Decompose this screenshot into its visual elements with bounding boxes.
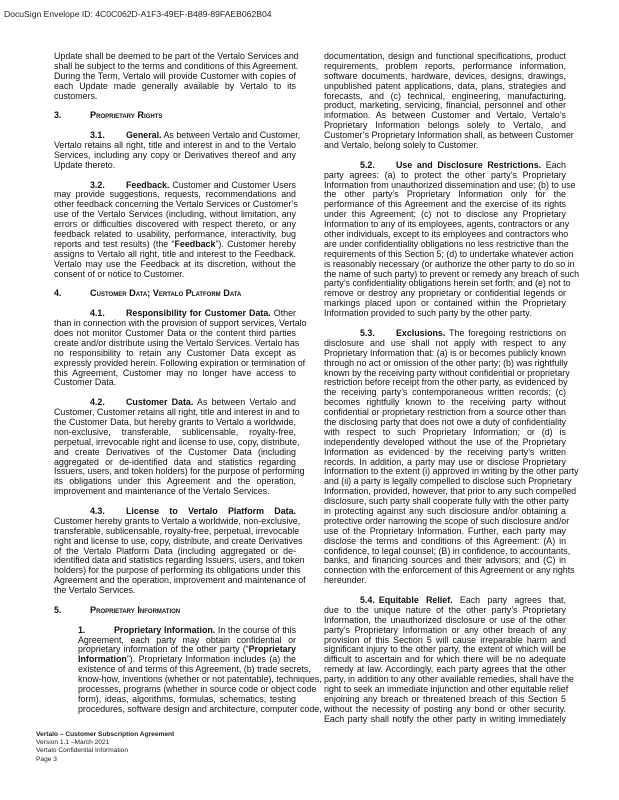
text-run: identified data and statistics regarding Issuers, users, and token: [54, 555, 305, 566]
text-run: are under confidentiality obligations no less restrictive than the: [324, 238, 569, 249]
paragraph: [54, 130, 301, 171]
text-run: transferable, sublicensable, royalty-free, perpetual, irrevocable: [54, 525, 300, 536]
text-run: Each party shall notify the other party in writing immediately: [324, 713, 566, 724]
text-run: assigns to Vertalo all right, title and interest to the Feedback.: [54, 248, 296, 259]
text-run: During the Term, Vertalo will provide Customer with copies of: [54, 70, 296, 81]
docusign-envelope-id: DocuSign Envelope ID: 4C0C062D-A1F3-49EF-B489-89FAEB062B04: [4, 9, 272, 19]
text-run: non-exclusive, transferable, sublicensable, royalty-free,: [54, 426, 296, 437]
text-line: [324, 576, 566, 586]
text-run: confidence, to legal counsel; (B) in confidence, to accountants,: [324, 545, 571, 556]
text-run: provision of this Section 5 will cause irreparable harm and: [324, 634, 566, 645]
text-run: shall be subject to the terms and conditions of this Agreement.: [54, 60, 299, 71]
text-run: use of the Proprietary Information. Further, each party may: [324, 525, 566, 536]
section-title: Customer Data; Vertalo Platform Data: [90, 288, 242, 299]
paragraph: [54, 181, 296, 280]
text-line: [54, 161, 296, 171]
clause-number: 4.3.: [90, 505, 105, 516]
text-run: of the Vertalo Platform Data (including aggregated or de-: [54, 545, 296, 556]
text-run: Each party agrees that,: [452, 594, 566, 605]
clause-title: Proprietary Information.: [114, 624, 216, 635]
text-run: party agrees: (a) to protect the other party’s Proprietary: [324, 169, 566, 180]
text-run: in protecting against any such disclosure and/or obtaining a: [324, 505, 566, 516]
text-run: party’s Proprietary Information or any other breach of any: [324, 624, 566, 635]
text-run: Customer Data.: [54, 377, 117, 388]
text-run: Information provided to such party by the other party.: [324, 308, 532, 319]
text-run: use of the Vertalo Services (including, without limitation, any: [54, 209, 296, 220]
text-run: feedback related to usability, performance, interactivity, bug: [54, 229, 296, 240]
clause-title: Feedback.: [126, 179, 170, 190]
text-run: may provide suggestions, requests, recommendations and: [54, 189, 296, 200]
text-run: proprietary information of the other party (“: [78, 644, 249, 655]
text-run: perpetual, irrevocable right and license to use, copy, distribute,: [54, 436, 300, 447]
text-run: create and/or distribute using the Vertalo Services. Vertalo has: [54, 337, 300, 348]
text-run: restriction before receipt from the other party, as evidenced by: [324, 377, 568, 388]
text-run: Services, including any copy or Derivatives thereof and any: [54, 149, 296, 160]
text-run: Customer hereby grants to Vertalo a worldwide, non-exclusive,: [54, 515, 301, 526]
text-run: ”). Proprietary Information includes (a) the: [126, 654, 296, 665]
section-number: 4.: [54, 288, 62, 299]
clause-number: 1.: [78, 624, 86, 635]
paragraph: [54, 51, 299, 101]
clause-title: Customer Data.: [126, 397, 194, 408]
text-run: banks, and financing sources and their advisors; and (C) in: [324, 555, 566, 566]
text-run: under this Agreement; (c) not to disclose any Proprietary: [324, 209, 566, 220]
text-run: does not monitor Customer Data or the content third parties: [54, 327, 296, 338]
text-run: Agreement and the operation, improvement and maintenance of: [54, 575, 306, 586]
text-run: disclose the terms and conditions of this Agreement: (A) in: [324, 535, 566, 546]
text-run: performance of this Agreement and the exercise of its rights: [324, 199, 566, 210]
text-run: As between Vertalo and Customer,: [161, 130, 301, 141]
text-run: this Agreement, Customer may no longer have access to: [54, 367, 296, 378]
text-run: without the necessity of posting any bond or other security.: [324, 703, 566, 714]
text-run: customers.: [54, 90, 98, 101]
text-run: markings placed upon or contained within the Proprietary: [324, 298, 566, 309]
page-footer: [36, 731, 174, 764]
clause-title: General.: [126, 130, 162, 141]
footer-title: Vertalo – Customer Subscription Agreement: [36, 731, 175, 738]
text-run: the name of such party) to prevent or remedy any breach of such: [324, 268, 580, 279]
text-run: the disclosing party that does not owe a duty of confidentiality: [324, 416, 566, 427]
footer-confidential: Vertalo Confidential Information: [36, 747, 128, 755]
text-run: improvement and maintenance of the Vertalo Services.: [54, 486, 270, 497]
text-line: [54, 487, 296, 497]
text-run: disclosure, such party shall cooperate fully with the other party: [324, 496, 569, 507]
text-run: becomes rightfully known to the receiving party without: [324, 397, 566, 408]
clause-number: 5.4.: [360, 594, 375, 605]
text-run: the receiving party’s contemporaneous written records; (c): [324, 387, 566, 398]
text-run: Information to any of its employees, agents, contractors or any: [324, 219, 570, 230]
paragraph: [324, 327, 579, 586]
paragraph: [324, 159, 580, 319]
text-run: and (ii) a party is legally compelled to disclose such Proprietary: [324, 476, 572, 487]
text-run: procedures, software design and architecture, computer code,: [78, 703, 322, 714]
text-run: remedy at law. Accordingly, each party agrees that the other: [324, 664, 566, 675]
text-run: with respect to such Proprietary Information; or (d) is: [324, 426, 566, 437]
text-run: documentation, design and functional specifications, product: [324, 51, 566, 61]
text-run: disclosure and use shall not apply with respect to any: [324, 337, 566, 348]
text-run: each Update made generally available by Vertalo to its: [54, 80, 296, 91]
text-run: existence of and terms of this Agreement, (b) trade secrets,: [78, 664, 311, 675]
text-run: Update shall be deemed to be part of the Vertalo Services and: [54, 51, 299, 61]
text-run: Customer, Customer retains all right, title and interest in and to: [54, 407, 300, 418]
section-heading: [54, 606, 296, 616]
text-run: party, in addition to any other available remedies, shall have the: [324, 674, 574, 685]
text-run: reports and test results) (the “: [54, 238, 175, 249]
text-run: Other: [270, 308, 296, 319]
text-run: consent of or notice to Customer.: [54, 268, 185, 279]
clause-number: 5.3.: [360, 327, 375, 338]
text-run: due to the unique nature of the other party’s Proprietary: [324, 604, 566, 615]
paragraph: [54, 308, 307, 388]
text-run: enjoining any breach or threatened breach of this Section 5: [324, 693, 566, 704]
clause-title: Exclusions.: [396, 327, 446, 338]
text-run: Proprietary Information belongs solely to Vertalo, and: [324, 120, 566, 131]
text-run: than in connection with the provision of support services, Vertalo: [54, 318, 307, 329]
text-run: through no act or omission of the other party; (b) was rightfully: [324, 357, 568, 368]
clause-number: 4.2.: [90, 397, 105, 408]
clause-title: Responsibility for Customer Data.: [126, 308, 271, 319]
text-run: requirements of this Section 5; (d) to undertake whatever action: [324, 248, 574, 259]
text-run: expressly provided herein. Following expiration or termination of: [54, 357, 306, 368]
text-line: [324, 309, 566, 319]
text-run: software documents, hardware, devices, designs, drawings,: [324, 70, 566, 81]
section-number: 3.: [54, 110, 62, 121]
text-run: Information from unauthorized dissemination and use; (b) to use: [324, 179, 576, 190]
bold-term: Feedback: [174, 238, 216, 249]
text-line: [54, 586, 296, 596]
text-run: the Vertalo Services.: [54, 585, 136, 596]
text-run: product, marketing, servicing, financial, personnel and other: [324, 100, 566, 111]
text-run: difficult to ascertain and for which there will be no adequate: [324, 654, 566, 665]
text-run: no responsibility to retain any Customer Data except as: [54, 347, 296, 358]
text-run: protective order narrowing the scope of such disclosure and/or: [324, 515, 570, 526]
text-line: [54, 270, 296, 280]
text-run: Issuers, users, and token holders) for the purpose of performing: [54, 466, 305, 477]
text-run: form), ideas, algorithms, formulas, schematics, testing: [78, 693, 296, 704]
text-run: party’s confidentiality obligations herein set forth; and (e) not to: [324, 278, 571, 289]
text-run: Each: [541, 159, 566, 170]
text-run: the Customer Data, but hereby grants to Vertalo a worldwide,: [54, 416, 296, 427]
left-column: [54, 51, 322, 715]
section-title: Proprietary Information: [90, 604, 181, 615]
text-run: aggregated or de-identified data and statistics regarding: [54, 456, 296, 467]
text-run: Proprietary Information that: (a) is or becomes publicly known: [324, 347, 566, 358]
text-run: processes, programs (whether in source code or object code: [78, 684, 317, 694]
text-run: and Vertalo, belong solely to Customer.: [324, 140, 479, 151]
text-run: Agreement, each party may obtain confidential or: [78, 634, 296, 645]
text-run: is reasonably necessary (or authorize the other party to do so in: [324, 258, 575, 269]
paragraph: [54, 397, 305, 497]
bold-term: Proprietary: [248, 644, 296, 655]
text-run: In the course of this: [215, 624, 297, 635]
text-run: information. As between Customer and Vertalo, Vertalo’s: [324, 110, 566, 121]
clause-number: 3.1.: [90, 130, 105, 141]
text-run: remove or destroy any proprietary or confidential legends or: [324, 288, 566, 299]
text-run: Vertalo retains all right, title and interest in and to the Vertalo: [54, 140, 296, 151]
text-run: right and license to use, copy, distribute, and create Derivatives: [54, 535, 303, 546]
text-run: forecasts, and (c) technical, engineering, manufacturing,: [324, 90, 566, 101]
text-line: [54, 703, 322, 715]
text-line: [54, 92, 296, 102]
clause-number: 4.1.: [90, 308, 105, 319]
section-title: Proprietary Rights: [90, 110, 163, 121]
footer-version: Version 1.1 –March 2021: [36, 739, 110, 747]
text-run: know-how, inventions (whether or not patentable), techniques,: [78, 674, 322, 685]
text-run: Customer and Customer Users: [169, 179, 296, 190]
text-run: independently developed without the use of the Proprietary: [324, 436, 566, 447]
clause-title: Use and Disclosure Restrictions.: [396, 159, 542, 170]
clause-number: 3.2.: [90, 179, 105, 190]
text-run: other feedback concerning the Vertalo Services or Customer’s: [54, 199, 298, 210]
text-run: Information, the unauthorized disclosure or use of the other: [324, 614, 566, 625]
text-run: hereunder.: [324, 575, 367, 586]
footer-page-number: Page 3: [36, 755, 57, 763]
text-run: and create Derivatives of the Customer Data (including: [54, 446, 296, 457]
clause-title: License to Vertalo Platform Data.: [126, 505, 296, 516]
text-run: the other party’s Proprietary Information only for the: [324, 189, 566, 200]
text-run: connection with the enforcement of this Agreement or any rights: [324, 565, 575, 576]
text-run: The foregoing restrictions on: [445, 327, 566, 338]
text-run: As between Vertalo and: [193, 397, 296, 408]
section-number: 5.: [54, 604, 62, 615]
text-line: [54, 378, 296, 388]
text-run: right to seek an immediate injunction and other equitable relief: [324, 684, 569, 694]
paragraph: [54, 505, 306, 596]
text-run: Information, provided, however, that prior to any such compelled: [324, 486, 577, 497]
bold-term: Information: [78, 654, 127, 665]
text-line: [324, 141, 566, 151]
text-run: holders) for the purpose of performing its obligations under this: [54, 565, 301, 576]
text-run: its obligations under this Agreement and the operation,: [54, 476, 296, 487]
text-run: Information to the extent (i) approved in writing by the other party: [324, 466, 579, 477]
text-run: confidential or proprietary restriction from a source other than: [324, 407, 566, 418]
right-column: [324, 51, 580, 725]
section-heading: [54, 111, 296, 121]
text-run: unpublished patent applications, data, plans, strategies and: [324, 80, 566, 91]
text-run: other individuals, except to its employees and contractors who: [324, 229, 569, 240]
text-run: Update thereto.: [54, 159, 116, 170]
text-run: errors or difficulties discovered with respect thereto, or any: [54, 219, 296, 230]
clause-title: Equitable Relief.: [378, 594, 453, 605]
text-run: Customer’s Proprietary Information shall, as between Customer: [324, 130, 574, 141]
section-heading: [54, 289, 296, 299]
text-run: Information as evidenced by the receiving party’s written: [324, 446, 566, 457]
text-run: requirements, problem reports, performance information,: [324, 60, 566, 71]
clause-number: 5.2.: [360, 159, 375, 170]
text-run: known by the receiving party without confidential or proprietary: [324, 367, 570, 378]
paragraph: [324, 594, 574, 725]
text-run: Vertalo may use the Feedback at its discretion, without the: [54, 258, 296, 269]
text-line: [324, 715, 566, 725]
paragraph: [324, 51, 574, 151]
text-run: records. In addition, a party may use or disclose Proprietary: [324, 456, 566, 467]
paragraph: [54, 624, 322, 715]
text-run: significant injury to the other party, the extent of which will be: [324, 644, 566, 655]
text-run: ”). Customer hereby: [215, 238, 296, 249]
